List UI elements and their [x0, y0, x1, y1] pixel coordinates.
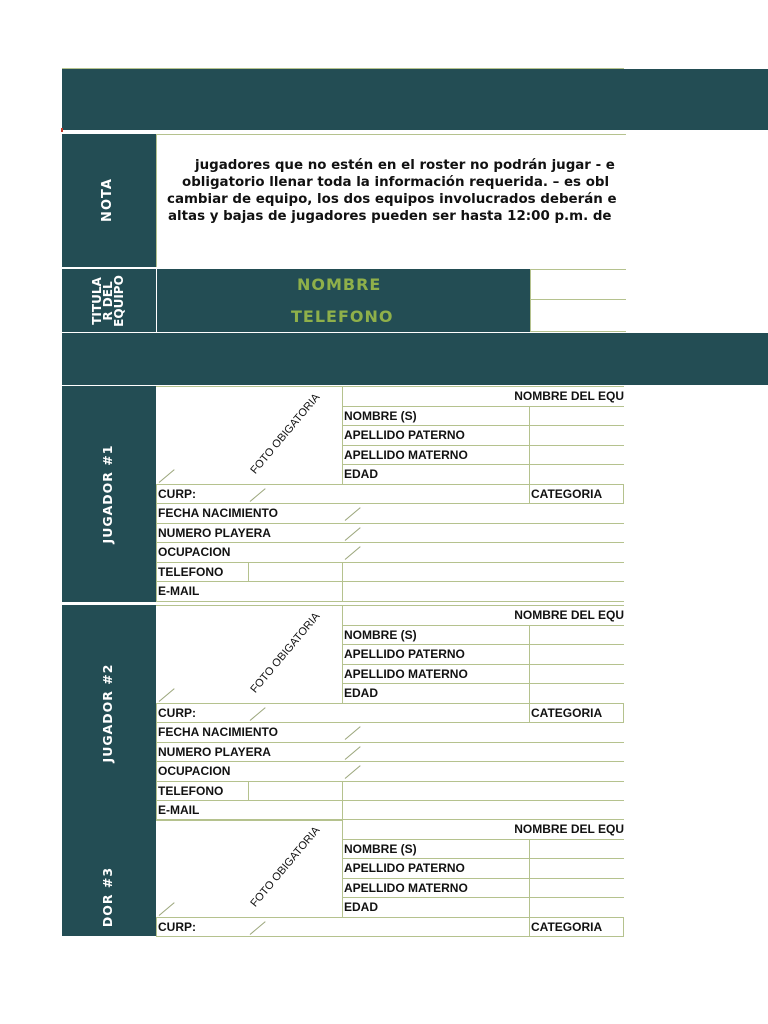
jugador-2-foto-text: FOTO OBIGATORIA: [248, 610, 323, 696]
jugador-2-apellido-paterno-label: APELLIDO PATERNO: [342, 644, 530, 665]
titular-label-line-1: TITULA: [90, 277, 104, 325]
jugador-3-label: DOR #3: [100, 866, 115, 928]
jugador-2-apellido-materno-input[interactable]: [529, 664, 624, 685]
jugador-3-edad-label: EDAD: [342, 897, 530, 918]
jugador-2-edad-label: EDAD: [342, 683, 530, 704]
section-band: [62, 333, 768, 385]
jugador-3-nombre-equipo: NOMBRE DEL EQU: [343, 820, 624, 840]
jugador-3-curp-label: CURP:: [156, 917, 530, 938]
titular-nombre-input[interactable]: [530, 269, 626, 300]
jugador-1-nombres-input[interactable]: [529, 406, 624, 427]
nota-line-2: obligatorio llenar toda la información requerida. – es obl: [182, 175, 610, 190]
header-top-rule: [62, 68, 624, 69]
jugador-2-telefono-input[interactable]: [248, 781, 343, 802]
jugador-2-nombre-equipo: NOMBRE DEL EQU: [343, 606, 624, 626]
jugador-1-apellido-materno-input[interactable]: [529, 445, 624, 466]
jugador-1-apellido-paterno-input[interactable]: [529, 425, 624, 446]
jugador-2-fecha-nacimiento-label: FECHA NACIMIENTO: [156, 722, 624, 743]
jugador-2-edad-input[interactable]: [529, 683, 624, 704]
jugador-1-email-input[interactable]: [342, 581, 624, 602]
nota-line-4: altas y bajas de jugadores pueden ser hasta 12:00 p.m. de: [168, 209, 612, 224]
jugador-1-edad-input[interactable]: [529, 464, 624, 485]
jugador-1-fecha-nacimiento-label: FECHA NACIMIENTO: [156, 503, 624, 524]
jugador-2-numero-playera-label: NUMERO PLAYERA: [156, 742, 624, 763]
titular-telefono-input[interactable]: [530, 300, 626, 332]
titular-label-line-3: EQUIPO: [112, 275, 126, 327]
titular-label-line-2: R DEL: [101, 281, 115, 321]
header-red-mark: [61, 128, 63, 132]
page-bottom-blank: [0, 937, 768, 1024]
jugador-1-telefono-input[interactable]: [248, 562, 343, 583]
jugador-1-telefono-extra[interactable]: [342, 562, 624, 583]
jugador-3-nombres-label: NOMBRE (S): [342, 839, 530, 860]
jugador-3-photo-corner-mark: [159, 902, 175, 916]
jugador-1-numero-playera-label: NUMERO PLAYERA: [156, 523, 624, 544]
jugador-2-categoria-label: CATEGORIA: [529, 703, 624, 724]
jugador-2-nombres-input[interactable]: [529, 625, 624, 646]
jugador-2-email-label: E-MAIL: [156, 800, 343, 821]
header-bar: [62, 69, 768, 130]
jugador-3-apellido-paterno-label: APELLIDO PATERNO: [342, 858, 530, 879]
nota-label: NOTA: [100, 178, 115, 222]
jugador-1-apellido-paterno-label: APELLIDO PATERNO: [342, 425, 530, 446]
jugador-2-apellido-paterno-input[interactable]: [529, 644, 624, 665]
jugador-3-apellido-materno-label: APELLIDO MATERNO: [342, 878, 530, 899]
jugador-3-apellido-materno-input[interactable]: [529, 878, 624, 899]
jugador-1-ocupacion-label: OCUPACION: [156, 542, 624, 563]
jugador-2-ocupacion-label: OCUPACION: [156, 761, 624, 782]
jugador-1-edad-label: EDAD: [342, 464, 530, 485]
jugador-1-nombre-equipo: NOMBRE DEL EQU: [343, 387, 624, 407]
jugador-1-label: JUGADOR #1: [100, 444, 115, 544]
jugador-1-categoria-label: CATEGORIA: [529, 484, 624, 505]
jugador-1-apellido-materno-label: APELLIDO MATERNO: [342, 445, 530, 466]
jugador-1-telefono-label: TELEFONO: [156, 562, 249, 583]
titular-telefono-label: TELEFONO: [291, 307, 394, 326]
jugador-1-email-label: E-MAIL: [156, 581, 343, 602]
titular-nombre-label: NOMBRE: [297, 275, 382, 294]
jugador-1-foto-text: FOTO OBIGATORIA: [248, 391, 323, 477]
jugador-2-nombres-label: NOMBRE (S): [342, 625, 530, 646]
jugador-1-nombres-label: NOMBRE (S): [342, 406, 530, 427]
jugador-2-apellido-materno-label: APELLIDO MATERNO: [342, 664, 530, 685]
jugador-1-photo-corner-mark: [159, 469, 175, 483]
jugador-2-telefono-extra[interactable]: [342, 781, 624, 802]
jugador-2-photo-corner-mark: [159, 688, 175, 702]
jugador-2-label: JUGADOR #2: [100, 663, 115, 763]
jugador-2-telefono-label: TELEFONO: [156, 781, 249, 802]
jugador-3-edad-input[interactable]: [529, 897, 624, 918]
jugador-3-nombres-input[interactable]: [529, 839, 624, 860]
jugador-1-curp-label: CURP:: [156, 484, 530, 505]
jugador-3-categoria-label: CATEGORIA: [529, 917, 624, 938]
nota-line-1: jugadores que no estén en el roster no podrán jugar - e: [195, 158, 615, 173]
jugador-2-curp-label: CURP:: [156, 703, 530, 724]
jugador-2-email-input[interactable]: [342, 800, 624, 821]
nota-line-3: cambiar de equipo, los dos equipos involucrados deberán e: [167, 192, 617, 207]
jugador-3-apellido-paterno-input[interactable]: [529, 858, 624, 879]
jugador-3-foto-text: FOTO OBIGATORIA: [248, 824, 323, 910]
titular-label: [90, 271, 126, 331]
